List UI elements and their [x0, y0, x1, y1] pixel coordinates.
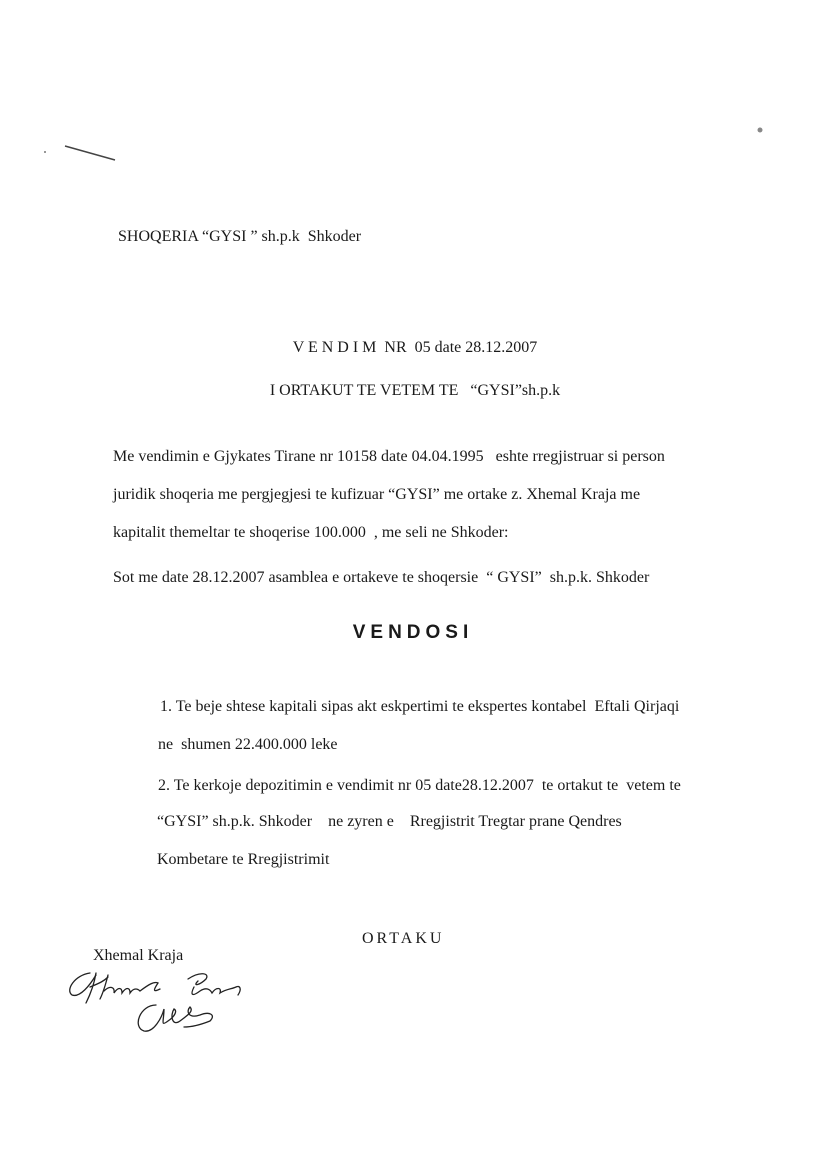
signatory-name: Xhemal Kraja: [93, 947, 184, 964]
decision-item: 2. Te kerkoje depozitimin e vendimit nr 05 date28.12.2007 te ortakut te vetem te: [158, 777, 681, 794]
decision-item: “GYSI” sh.p.k. Shkoder ne zyren e Rregjistrit Tregtar prane Qendres: [157, 813, 622, 830]
intro-line: juridik shoqeria me pergjegjesi te kufizuar “GYSI” me ortake z. Xhemal Kraja me: [113, 486, 641, 503]
signatory-title: ORTAKU: [362, 930, 445, 947]
handwritten-signature: [60, 965, 270, 1050]
intro-line: Me vendimin e Gjykates Tirane nr 10158 date 04.04.1995 eshte rregjistruar si person: [113, 448, 665, 465]
scan-mark: [40, 140, 130, 170]
decision-heading: VENDOSI: [352, 622, 474, 643]
scan-dot: [755, 125, 765, 135]
decision-item: 1. Te beje shtese kapitali sipas akt eskpertimi te ekspertes kontabel Eftali Qirjaqi: [160, 698, 680, 715]
intro-line: kapitalit themeltar te shoqerise 100.000 , me seli ne Shkoder:: [113, 524, 509, 541]
decision-item: ne shumen 22.400.000 leke: [158, 736, 338, 753]
decision-title: V E N D I M NR 05 date 28.12.2007: [292, 339, 538, 356]
company-header: SHOQERIA “GYSI ” sh.p.k Shkoder: [118, 228, 362, 245]
decision-item: Kombetare te Rregjistrimit: [157, 851, 330, 868]
decision-subtitle: I ORTAKUT TE VETEM TE “GYSI”sh.p.k: [269, 382, 561, 399]
intro-line: Sot me date 28.12.2007 asamblea e ortakeve te shoqersie “ GYSI” sh.p.k. Shkoder: [113, 569, 650, 586]
